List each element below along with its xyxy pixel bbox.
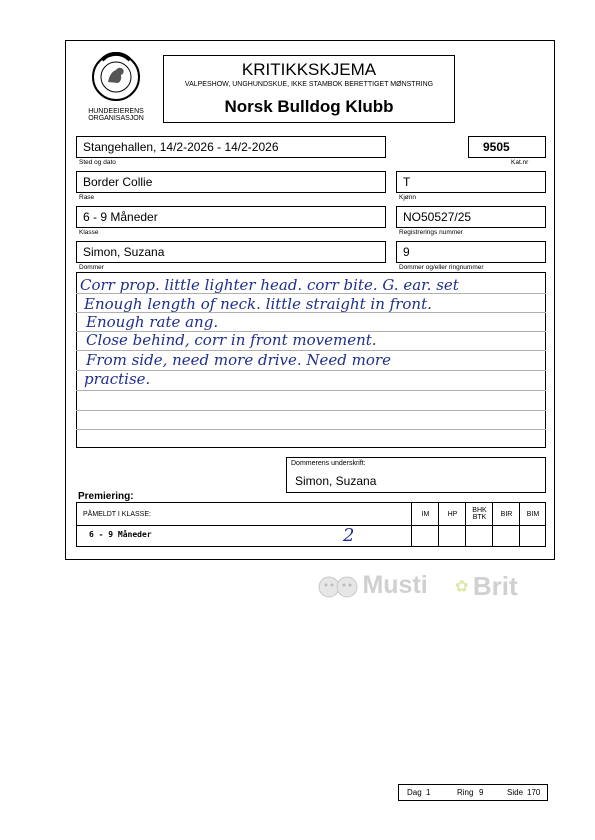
brit-text: Brit bbox=[472, 571, 518, 601]
premiering-table bbox=[76, 502, 546, 547]
signature-label: Dommerens underskrift: bbox=[291, 460, 366, 467]
signature-box[interactable] bbox=[286, 457, 546, 493]
judge-label: Dommer bbox=[79, 264, 104, 271]
catalog-label: Kat.nr bbox=[511, 159, 529, 166]
class-label: Klasse bbox=[79, 229, 99, 236]
ruled-line bbox=[76, 429, 546, 430]
cell-divider bbox=[492, 525, 493, 546]
venue-date-label: Sted og dato bbox=[79, 159, 116, 166]
critique-line: practise. bbox=[84, 370, 151, 388]
ring-value: 9 bbox=[479, 788, 484, 797]
col-hp: HP bbox=[438, 503, 466, 525]
critique-line: Enough rate ang. bbox=[86, 313, 219, 331]
cell-divider bbox=[519, 525, 520, 546]
col-im: IM bbox=[411, 503, 439, 525]
registration-field[interactable]: NO50527/25 bbox=[396, 206, 546, 228]
ring-label: Ring bbox=[457, 788, 474, 797]
ruled-line bbox=[76, 390, 546, 391]
brit-logo bbox=[455, 571, 518, 601]
class-header: PÅMELDT I KLASSE: bbox=[83, 511, 151, 518]
paw-icon: ✿ bbox=[455, 578, 469, 596]
critique-line: From side, need more drive. Need more bbox=[86, 351, 391, 369]
breed-field[interactable]: Border Collie bbox=[76, 171, 386, 193]
form-subtitle: VALPESHOW, UNGHUNDSKUE, IKKE STAMBOK BERETTIGET MØNSTRING bbox=[184, 81, 434, 88]
col-bim: BIM bbox=[519, 503, 546, 525]
class-value: 6 - 9 Måneder bbox=[89, 530, 152, 539]
judge-field[interactable]: Simon, Suzana bbox=[76, 241, 386, 263]
critique-line: Enough length of neck. little straight in front. bbox=[84, 295, 432, 313]
footer-box bbox=[398, 784, 548, 801]
signature-value: Simon, Suzana bbox=[295, 474, 377, 488]
col-bir: BIR bbox=[492, 503, 520, 525]
catalog-number-field[interactable]: 9505 bbox=[468, 136, 546, 158]
cell-divider bbox=[465, 525, 466, 546]
form-title: KRITIKKSKJEMA bbox=[241, 60, 377, 79]
cell-divider bbox=[438, 525, 439, 546]
registration-label: Registrerings nummer bbox=[399, 229, 463, 236]
club-name: Norsk Bulldog Klubb bbox=[224, 97, 394, 116]
critique-line: Close behind, corr in front movement. bbox=[86, 331, 377, 349]
nkk-logo bbox=[78, 52, 154, 124]
day-label: Dag bbox=[407, 788, 422, 797]
placement-value: 2 bbox=[343, 525, 355, 546]
title-box bbox=[163, 55, 455, 123]
logo-text: HUNDEEIERENS ORGANISASJON bbox=[88, 108, 144, 122]
cell-divider bbox=[411, 525, 412, 546]
breed-label: Rase bbox=[79, 194, 95, 201]
day-value: 1 bbox=[426, 788, 431, 797]
page-value: 170 bbox=[527, 788, 541, 797]
sex-label: Kjønn bbox=[399, 194, 416, 201]
ruled-line bbox=[76, 410, 546, 411]
col-bhk-btk: BHK BTK bbox=[465, 503, 493, 525]
premiering-heading: Premiering: bbox=[78, 491, 134, 502]
class-field[interactable]: 6 - 9 Måneder bbox=[76, 206, 386, 228]
musti-logo bbox=[318, 571, 428, 601]
ring-label: Dommer og/eller ringnummer bbox=[399, 264, 484, 271]
page-label: Side bbox=[507, 788, 524, 797]
venue-date-field[interactable]: Stangehallen, 14/2-2026 - 14/2-2026 bbox=[76, 136, 386, 158]
ring-field[interactable]: 9 bbox=[396, 241, 546, 263]
sex-field[interactable]: T bbox=[396, 171, 546, 193]
musti-text: Musti bbox=[362, 571, 428, 599]
critique-line: Corr prop. little lighter head. corr bite. G. ear. set bbox=[80, 276, 459, 294]
